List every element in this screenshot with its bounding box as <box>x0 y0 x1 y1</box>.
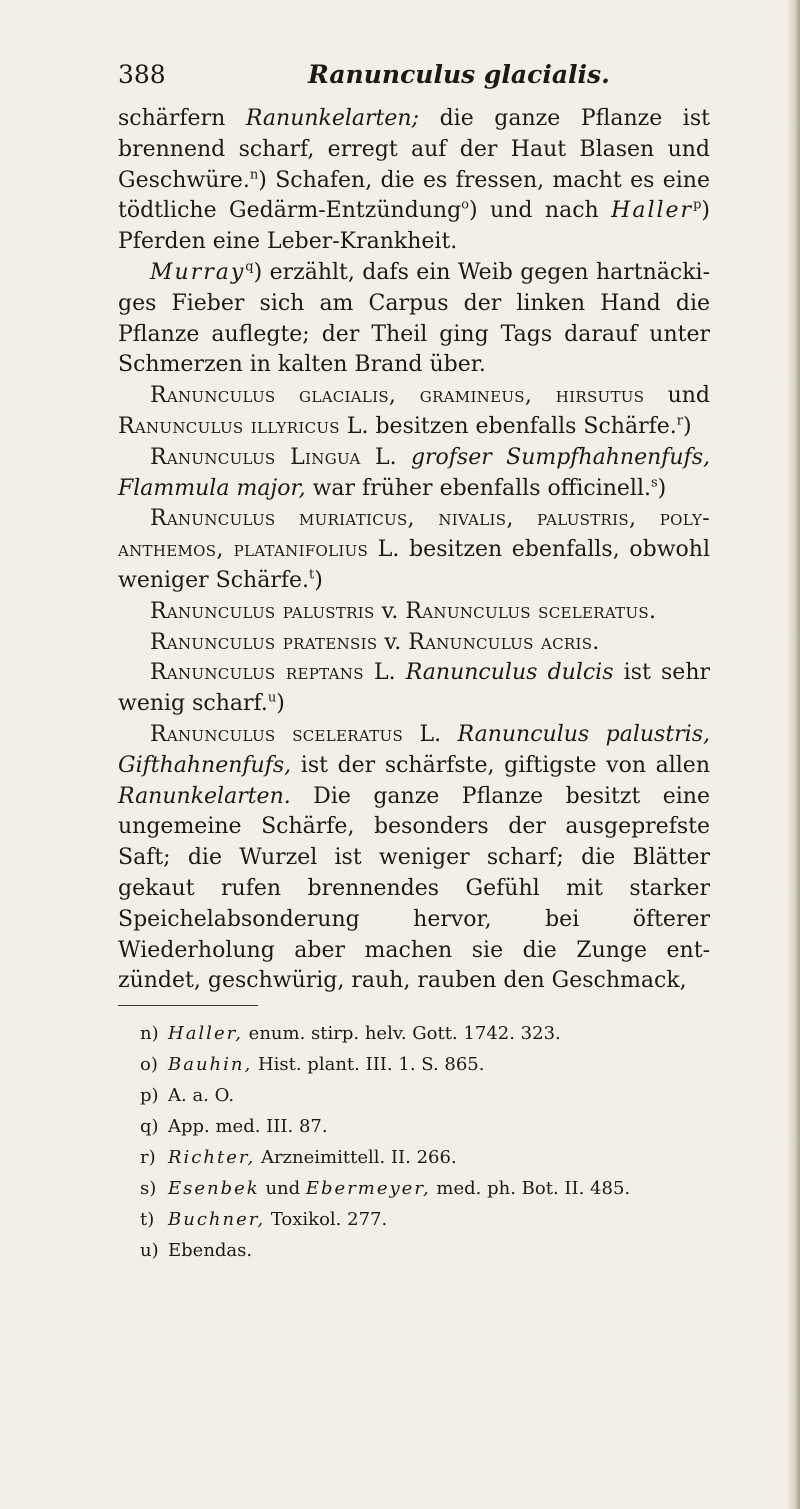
paragraph <box>118 628 710 659</box>
text-run: ) Pferden eine Leber-Krankheit. <box>118 198 710 255</box>
paragraph <box>118 597 710 628</box>
footnote-author: Bauhin, <box>168 1054 253 1075</box>
footnote-text: med. ph. Bot. II. 485. <box>430 1178 631 1199</box>
footnote-mark: t) <box>140 1209 155 1230</box>
text-run-it: Ranunculus palustris, Gifthahnenfufs, <box>118 721 710 778</box>
footnote-mark: p) <box>140 1085 159 1106</box>
footnote-mark: o) <box>140 1054 158 1075</box>
text-run-sc: Ranunculus reptans <box>150 660 364 686</box>
footnote-mark: s) <box>140 1178 157 1199</box>
page-edge-shadow <box>786 0 800 1509</box>
text-run: L. besitzen ebenfalls, obwohl weniger Schärfe. <box>118 537 710 593</box>
footnote <box>140 1049 700 1080</box>
text-run-sc: Ranunculus sceleratus <box>150 721 404 747</box>
text-run: ) <box>314 567 323 593</box>
text-run: Die ganze Pflanze besitzt eine ungemeine Schärfe, besonders der ausgeprefste Saft; die Wurzel ist weniger scharf; die Blätter gekaut rufen brennendes Gefühl mit starker Speichelabsonderung hervor, bei öfterer Wiederholung aber machen sie die Zunge ent-zündet, geschwürig, rauh, rauben den Geschmack, <box>118 783 710 994</box>
text-run: v. <box>377 629 409 655</box>
footnote-marker: s <box>651 475 658 491</box>
footnote-marker: u <box>267 690 277 706</box>
text-run-it: Ranunkelarten; <box>245 106 419 131</box>
footnote-text: Toxikol. 277. <box>265 1209 388 1230</box>
footnote-text: Hist. plant. III. 1. S. 865. <box>252 1054 485 1075</box>
footnote-author: Esenbek <box>168 1178 260 1199</box>
paragraph <box>118 381 710 443</box>
paragraph <box>118 104 710 258</box>
text-run: und <box>644 383 710 409</box>
footnote-text: App. med. III. 87. <box>168 1116 328 1137</box>
footnote-mark: n) <box>140 1023 159 1044</box>
body-text <box>118 104 710 997</box>
text-run: ) und nach <box>468 198 612 224</box>
text-run-sc: Ranunculus illyricus <box>118 413 340 439</box>
footnote <box>140 1111 700 1142</box>
text-run-sc: Ranunculus Lingua <box>150 444 361 470</box>
page-number: 388 <box>118 60 166 89</box>
text-run: die ganze Pflanze ist brennend scharf, erregt auf der Haut Blasen und Geschwüre. <box>118 106 710 193</box>
text-run: ist der schärfste, giftigste von allen <box>291 752 710 778</box>
paragraph <box>118 658 710 720</box>
footnote <box>140 1142 700 1173</box>
paragraph <box>118 504 710 596</box>
footnote-mark: q) <box>140 1116 159 1137</box>
footnote <box>140 1018 700 1049</box>
paragraph <box>118 443 710 505</box>
footnote-marker: t <box>309 567 315 583</box>
text-run: L. <box>403 721 458 747</box>
footnote <box>140 1173 700 1204</box>
text-run: war früher ebenfalls officinell. <box>305 475 651 501</box>
text-run-sc: Ranunculus glacialis, gramineus, hirsutus <box>150 383 645 409</box>
footnote-author: Haller, <box>168 1023 243 1044</box>
footnote-mark: r) <box>140 1147 156 1168</box>
footnote-text: A. a. O. <box>168 1085 235 1106</box>
text-run-sc: Ranunculus pratensis <box>150 629 378 655</box>
paragraph <box>118 258 710 381</box>
footnote <box>140 1235 700 1266</box>
footnote-marker: q <box>245 259 254 275</box>
footnote-author: Richter, <box>168 1147 256 1168</box>
text-run-sp: Murray <box>150 259 246 285</box>
text-run-sc: Ranunculus palustris <box>150 598 375 624</box>
text-run-sp: Haller <box>611 198 694 224</box>
footnote-text: Arzneimittell. II. 266. <box>255 1147 457 1168</box>
footnote-text: Ebendas. <box>168 1240 253 1261</box>
text-run: ) Schafen, die es fressen, macht es eine tödtliche Gedärm-Entzündung <box>118 167 710 224</box>
text-run-sc: Ranunculus muriaticus, nivalis, palustris, poly-anthemos, platanifolius <box>118 506 710 563</box>
text-run: schärfern <box>118 106 246 131</box>
footnote-rule <box>118 1005 258 1006</box>
footnote-marker: n <box>249 167 259 183</box>
footnote-marker: r <box>676 413 683 429</box>
text-run: L. <box>363 660 406 686</box>
text-run-sc: Ranunculus sceleratus. <box>405 598 657 624</box>
page-header <box>118 60 710 100</box>
text-run: ) <box>657 475 667 501</box>
text-run: ist sehr wenig scharf. <box>118 660 711 717</box>
text-run: ) erzählt, dafs ein Weib gegen hartnäcki-ges Fieber sich am Carpus der linken Hand die Pflanze auflegte; der Theil ging Tags darauf unter Schmerzen in kalten Brand über. <box>118 259 710 378</box>
text-run: v. <box>374 598 406 624</box>
footnote-marker: o <box>461 198 469 214</box>
footnote-mark: u) <box>140 1240 159 1261</box>
text-run: ) <box>276 691 285 717</box>
text-run: L. <box>360 444 411 470</box>
footnote-author: Buchner, <box>168 1209 266 1230</box>
footnote-text: enum. stirp. helv. Gott. 1742. 323. <box>242 1023 561 1044</box>
footnote-text: und <box>259 1178 306 1199</box>
text-run: L. besitzen ebenfalls Schärfe. <box>339 413 677 439</box>
paragraph <box>118 720 710 997</box>
footnote-marker: p <box>693 198 702 214</box>
text-run-sc: Ranunculus acris. <box>408 629 600 655</box>
text-run-it: grofser Sumpfhahnenfufs, Flammula major, <box>118 444 710 501</box>
footnote-author: Ebermeyer, <box>305 1178 431 1199</box>
text-run-it: Ranunkelarten. <box>118 783 291 809</box>
footnotes <box>140 1018 700 1266</box>
text-run: ) <box>682 413 692 439</box>
text-run-it: Ranunculus dulcis <box>405 660 614 686</box>
footnote <box>140 1080 700 1111</box>
footnote <box>140 1204 700 1235</box>
running-title: Ranunculus glacialis. <box>308 60 610 89</box>
